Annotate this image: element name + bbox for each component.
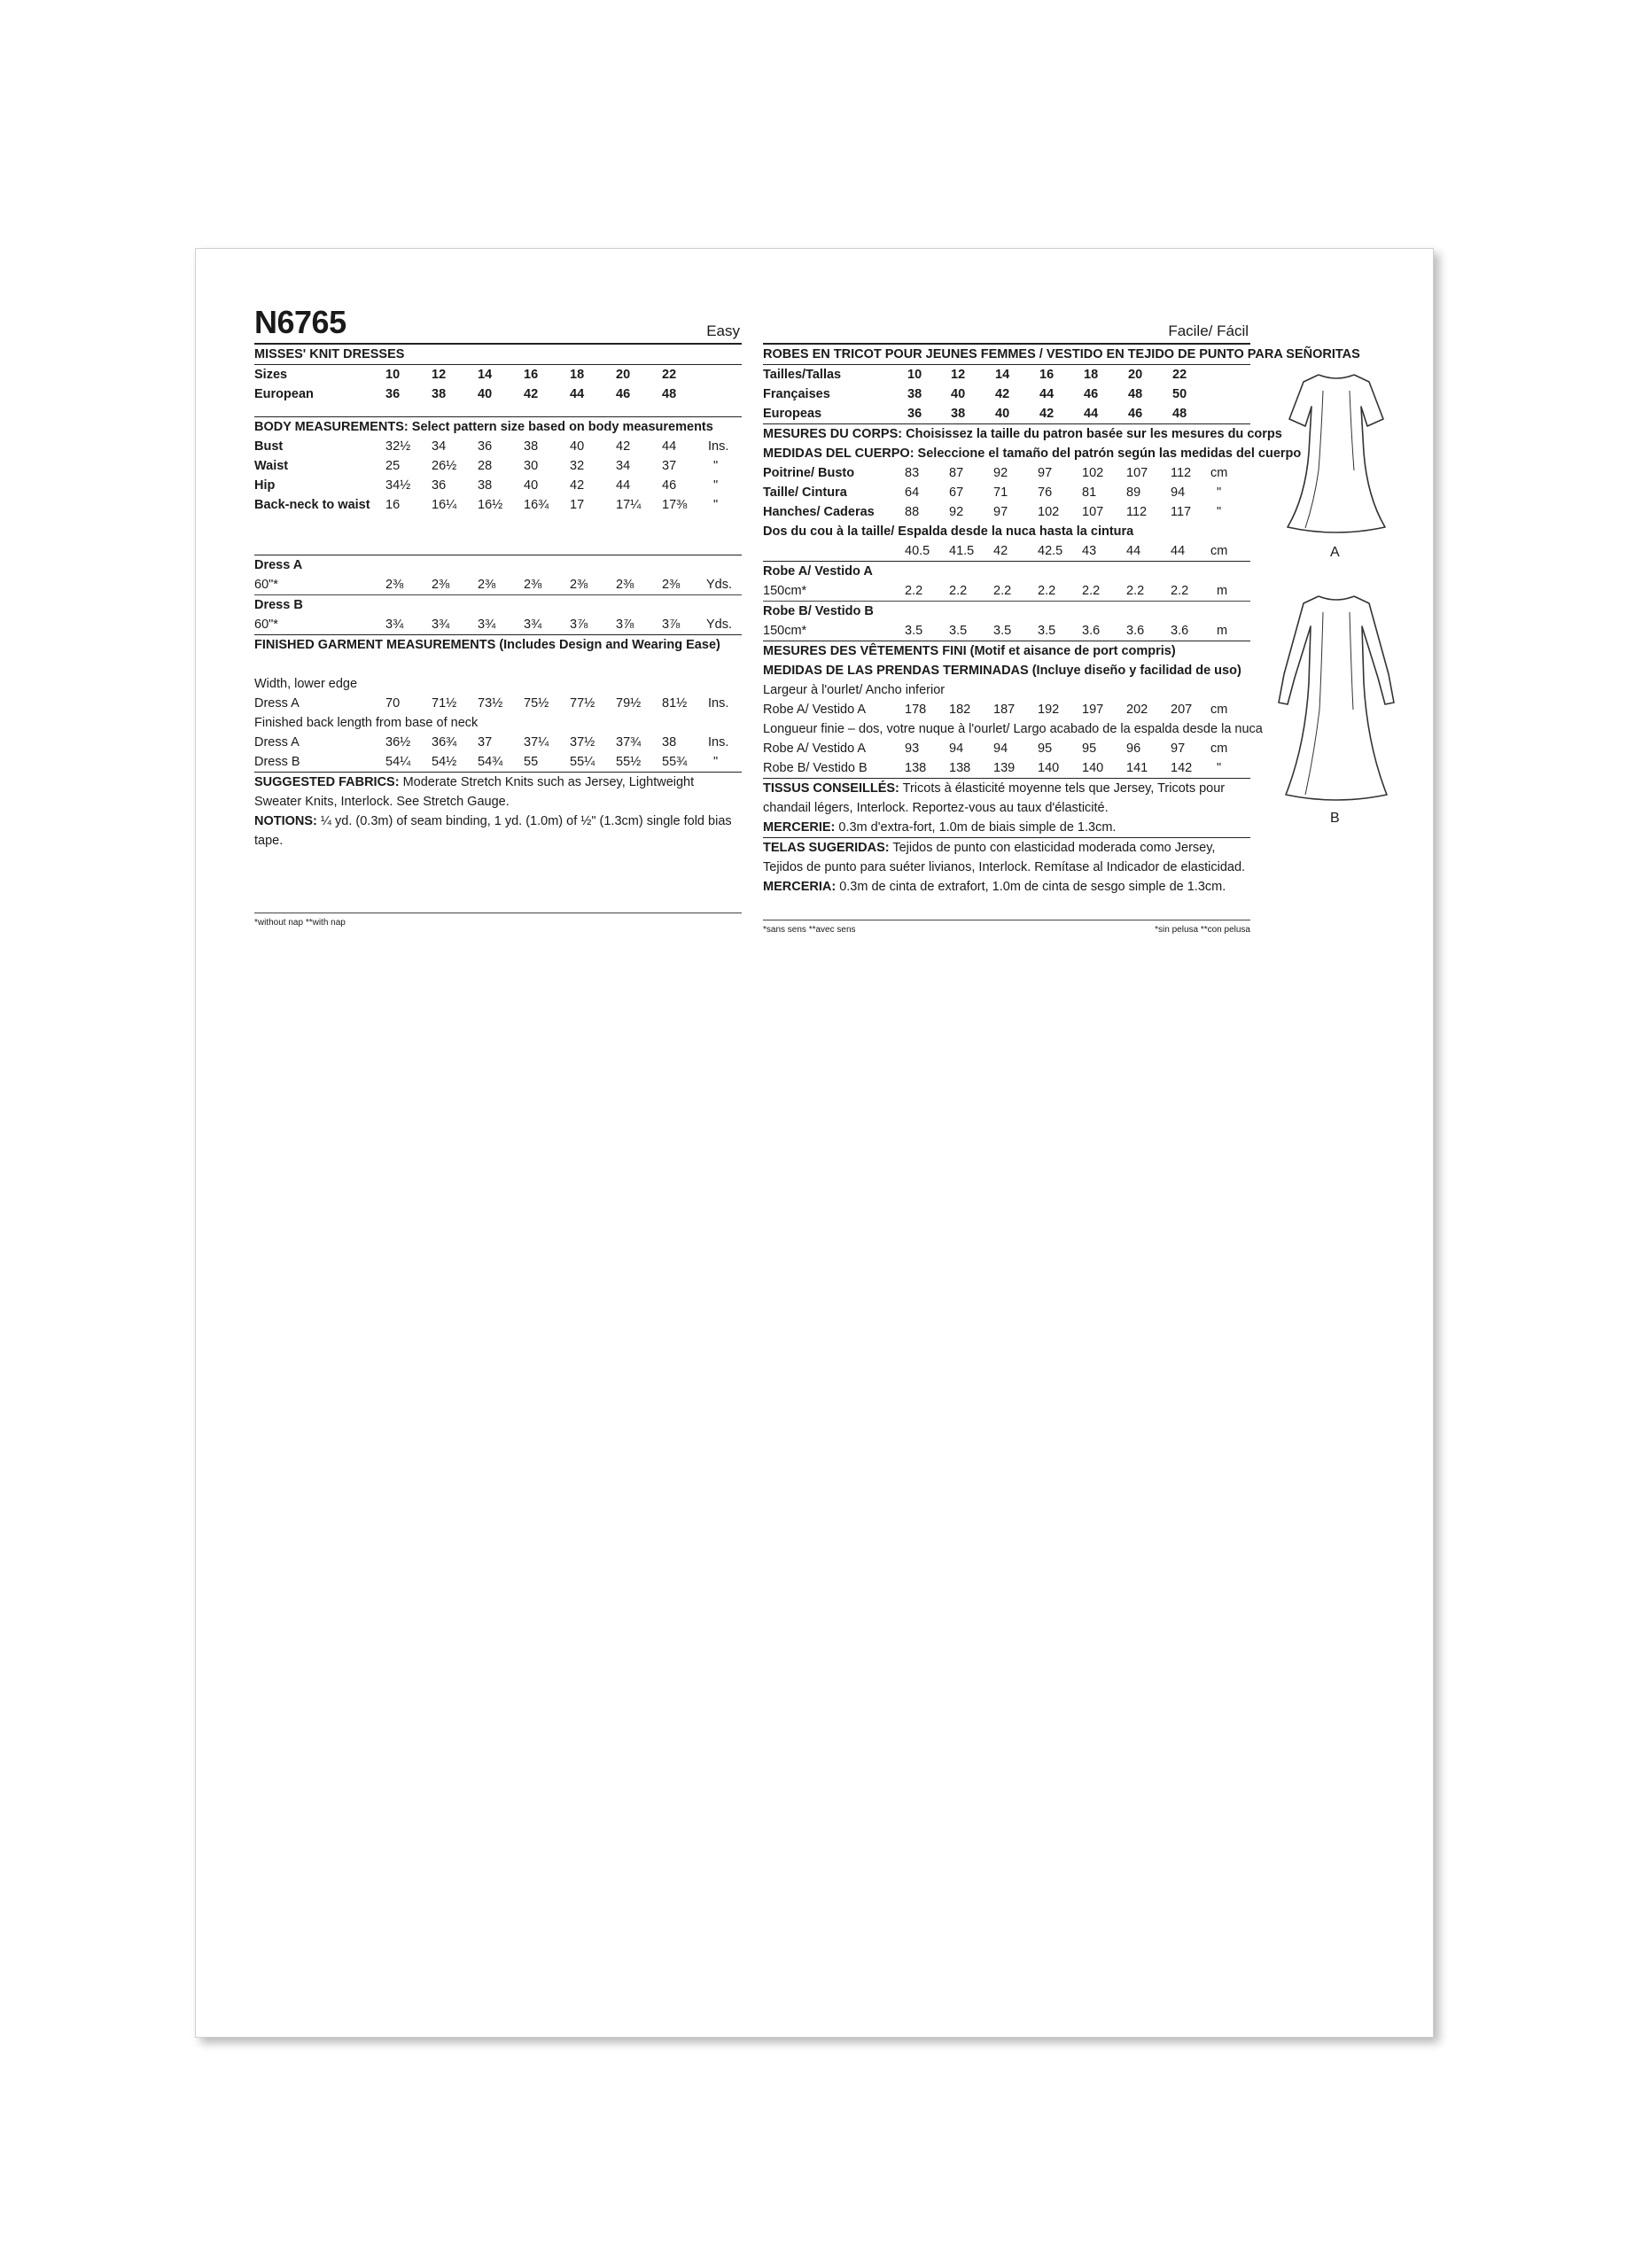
size-cell: 18 xyxy=(570,368,585,382)
finished-heading-es: MEDIDAS DE LAS PRENDAS TERMINADAS (Incluye diseño y facilidad de uso) xyxy=(763,664,1241,678)
cell: 37 xyxy=(662,459,677,473)
cell: 41.5 xyxy=(949,544,975,558)
finished-measurements-heading: FINISHED GARMENT MEASUREMENTS (Includes Design and Wearing Ease) xyxy=(254,638,720,652)
cell: 79½ xyxy=(616,696,642,711)
cell: 34½ xyxy=(385,478,411,493)
merceria xyxy=(763,877,1250,897)
cell: 36½ xyxy=(385,735,411,750)
width-label: Width, lower edge xyxy=(254,677,358,691)
unit: " xyxy=(713,459,719,473)
fabric-width: 150cm* xyxy=(763,624,807,638)
cell: 2⅜ xyxy=(432,578,450,592)
cell: 89 xyxy=(1126,485,1141,500)
cell: 46 xyxy=(1084,387,1099,401)
yardage-row-fr xyxy=(763,621,1250,641)
fabric-width: 60"* xyxy=(254,617,278,632)
cell: 77½ xyxy=(570,696,595,711)
footnote: *without nap **with nap xyxy=(254,918,346,928)
cell: 102 xyxy=(1038,505,1060,519)
european-cell: 48 xyxy=(662,387,677,401)
cell: 3¾ xyxy=(524,617,542,632)
cell: 40 xyxy=(524,478,539,493)
body-row xyxy=(254,476,742,495)
english-column xyxy=(254,302,742,931)
cell: 3.6 xyxy=(1126,624,1145,638)
mercerie-label: MERCERIE: xyxy=(763,820,836,835)
difficulty-label-fr: Facile/ Fácil xyxy=(1168,322,1249,339)
cell: 97 xyxy=(993,505,1008,519)
size-cell: 10 xyxy=(907,368,922,382)
row-label: Dress B xyxy=(254,755,300,769)
size-cell: 14 xyxy=(995,368,1010,382)
mercerie xyxy=(763,818,1250,838)
cell: 81½ xyxy=(662,696,688,711)
cell: 112 xyxy=(1171,466,1192,480)
difficulty-label: Easy xyxy=(706,322,740,339)
cell: 38 xyxy=(524,439,539,454)
body-heading-fr: MESURES DU CORPS: Choisissez la taille du patron basée sur les mesures du corps xyxy=(763,427,1282,441)
fabrics-text: Tejidos de punto con elasticidad moderada como Jersey, Tejidos de punto para suéter livianos, Interlock. Remítase al Indicador de elasticidad. xyxy=(763,841,1246,874)
unit: " xyxy=(1217,761,1222,775)
cell: 54½ xyxy=(432,755,457,769)
cell: 37¼ xyxy=(524,735,549,750)
cell: 112 xyxy=(1126,505,1148,519)
cell: 142 xyxy=(1171,761,1193,775)
fabric-width: 150cm* xyxy=(763,584,807,598)
cell: 16¾ xyxy=(524,498,549,512)
yardage-row-fr xyxy=(763,581,1250,602)
row-label: Taille/ Cintura xyxy=(763,485,847,500)
cell: 55½ xyxy=(616,755,642,769)
cell: 16 xyxy=(385,498,401,512)
size-cell: 20 xyxy=(616,368,631,382)
cell: 83 xyxy=(905,466,920,480)
unit: Ins. xyxy=(708,735,729,750)
length-row xyxy=(254,733,742,752)
unit: " xyxy=(713,478,719,493)
yardage-row xyxy=(254,615,742,635)
cell: 37¾ xyxy=(616,735,642,750)
pattern-number: N6765 xyxy=(254,304,346,340)
cell: 3.6 xyxy=(1171,624,1189,638)
size-cell: 16 xyxy=(524,368,539,382)
cell: 95 xyxy=(1082,742,1097,756)
european-row xyxy=(254,384,742,404)
length-label-fr: Longueur finie – dos, votre nuque à l'ourlet/ Largo acabado de la espalda desde la nuca xyxy=(763,722,1263,736)
cell: 38 xyxy=(951,407,966,421)
row-label: Hip xyxy=(254,478,276,493)
unit: " xyxy=(1217,485,1222,500)
cell: 141 xyxy=(1126,761,1148,775)
cell: 40.5 xyxy=(905,544,930,558)
size-cell: 10 xyxy=(385,368,401,382)
cell: 2.2 xyxy=(1082,584,1101,598)
cell: 38 xyxy=(478,478,493,493)
row-label: Back-neck to waist xyxy=(254,498,370,512)
width-label-fr: Largeur à l'ourlet/ Ancho inferior xyxy=(763,683,946,697)
cell: 3⅞ xyxy=(662,617,681,632)
cell: 34 xyxy=(616,459,631,473)
cell: 3¾ xyxy=(432,617,450,632)
cell: 17 xyxy=(570,498,585,512)
cell: 42 xyxy=(993,544,1008,558)
merceria-label: MERCERIA: xyxy=(763,880,837,894)
cell: 36 xyxy=(432,478,447,493)
fabrics-label: TELAS SUGERIDAS: xyxy=(763,841,890,855)
sizes-label: Tailles/Tallas xyxy=(763,368,842,382)
cell: 55¾ xyxy=(662,755,688,769)
cell: 64 xyxy=(905,485,920,500)
cell: 2⅜ xyxy=(524,578,542,592)
technical-drawings xyxy=(1270,364,1403,826)
size-cell: 12 xyxy=(951,368,966,382)
european-cell: 42 xyxy=(524,387,539,401)
unit: cm xyxy=(1210,742,1228,756)
sizes-row xyxy=(254,365,742,384)
cell: 32 xyxy=(570,459,585,473)
yardage-view-label: Robe A/ Vestido A xyxy=(763,564,873,579)
row-label: Robe A/ Vestido A xyxy=(763,742,867,756)
body-row-fr xyxy=(763,483,1250,502)
row-label: Dress A xyxy=(254,735,300,750)
size-cell: 22 xyxy=(1172,368,1187,382)
cell: 2.2 xyxy=(905,584,923,598)
footer-divider xyxy=(254,850,742,913)
yardage-view-label: Robe B/ Vestido B xyxy=(763,604,874,618)
unit: Yds. xyxy=(706,578,733,592)
cell: 139 xyxy=(993,761,1016,775)
cell: 28 xyxy=(478,459,493,473)
cell: 197 xyxy=(1082,703,1104,717)
size-cell: 20 xyxy=(1128,368,1143,382)
unit: Ins. xyxy=(708,439,729,454)
cell: 117 xyxy=(1171,505,1192,519)
yardage-row xyxy=(254,575,742,595)
cell: 42.5 xyxy=(1038,544,1063,558)
cell: 44 xyxy=(1084,407,1099,421)
cell: 16¼ xyxy=(432,498,457,512)
view-b-label: B xyxy=(1330,811,1340,826)
cell: 40 xyxy=(570,439,585,454)
european-cell: 40 xyxy=(478,387,493,401)
cell: 50 xyxy=(1172,387,1187,401)
cell: 16½ xyxy=(478,498,503,512)
footer-divider xyxy=(763,897,1250,920)
cell: 25 xyxy=(385,459,401,473)
europeas-row xyxy=(763,404,1250,424)
size-cell: 16 xyxy=(1039,368,1055,382)
body-row xyxy=(254,437,742,456)
cell: 40 xyxy=(951,387,966,401)
unit: m xyxy=(1217,584,1228,598)
body-row xyxy=(254,495,742,515)
cell: 94 xyxy=(993,742,1008,756)
cell: 38 xyxy=(662,735,677,750)
cell: 38 xyxy=(907,387,922,401)
cell: 48 xyxy=(1172,407,1187,421)
cell: 75½ xyxy=(524,696,549,711)
dress-b-drawing xyxy=(1270,586,1403,807)
notions xyxy=(254,812,742,850)
cell: 3.6 xyxy=(1082,624,1101,638)
unit: cm xyxy=(1210,466,1228,480)
european-cell: 44 xyxy=(570,387,585,401)
english-header xyxy=(254,302,742,345)
cell: 46 xyxy=(1128,407,1143,421)
fabrics-label: TISSUS CONSEILLÉS: xyxy=(763,781,899,796)
cell: 3.5 xyxy=(1038,624,1056,638)
suggested-fabrics xyxy=(254,773,742,812)
backneck-label: Dos du cou à la taille/ Espalda desde la nuca hasta la cintura xyxy=(763,524,1134,539)
row-label: Robe A/ Vestido A xyxy=(763,703,867,717)
cell: 70 xyxy=(385,696,401,711)
cell: 30 xyxy=(524,459,539,473)
cell: 81 xyxy=(1082,485,1097,500)
cell: 36 xyxy=(907,407,922,421)
notions-label: NOTIONS: xyxy=(254,814,317,828)
yardage-view-label: Dress A xyxy=(254,558,303,572)
cell: 97 xyxy=(1038,466,1053,480)
cell: 138 xyxy=(949,761,971,775)
yardage-view-label: Dress B xyxy=(254,598,303,612)
cell: 3.5 xyxy=(949,624,968,638)
body-row-fr xyxy=(763,502,1250,522)
row-label: Robe B/ Vestido B xyxy=(763,761,868,775)
francaises-row xyxy=(763,384,1250,404)
cell: 54¾ xyxy=(478,755,503,769)
cell: 88 xyxy=(905,505,920,519)
cell: 37½ xyxy=(570,735,595,750)
cell: 17¼ xyxy=(616,498,642,512)
cell: 44 xyxy=(1039,387,1055,401)
cell: 140 xyxy=(1038,761,1060,775)
cell: 42 xyxy=(1039,407,1055,421)
cell: 71½ xyxy=(432,696,457,711)
cell: 178 xyxy=(905,703,927,717)
european-cell: 36 xyxy=(385,387,401,401)
cell: 2.2 xyxy=(949,584,968,598)
width-row-fr xyxy=(763,700,1250,719)
sizes-label: Sizes xyxy=(254,368,288,382)
european-cell: 38 xyxy=(432,387,447,401)
fabric-width: 60"* xyxy=(254,578,278,592)
length-row-fr xyxy=(763,758,1250,779)
cell: 26½ xyxy=(432,459,457,473)
unit: " xyxy=(713,755,719,769)
cell: 94 xyxy=(1171,485,1186,500)
cell: 87 xyxy=(949,466,964,480)
cell: 34 xyxy=(432,439,447,454)
unit: cm xyxy=(1210,703,1228,717)
cell: 44 xyxy=(662,439,677,454)
footnote-es: *sin pelusa **con pelusa xyxy=(1155,925,1250,935)
backneck-row xyxy=(763,541,1250,562)
cell: 54¼ xyxy=(385,755,411,769)
footnotes-fr-es xyxy=(763,920,1250,938)
cell: 140 xyxy=(1082,761,1104,775)
cell: 73½ xyxy=(478,696,503,711)
cell: 3.5 xyxy=(993,624,1012,638)
size-cell: 18 xyxy=(1084,368,1099,382)
cell: 48 xyxy=(1128,387,1143,401)
cell: 107 xyxy=(1082,505,1104,519)
cell: 3⅞ xyxy=(616,617,634,632)
cell: 2.2 xyxy=(1171,584,1189,598)
francaises-label: Françaises xyxy=(763,387,830,401)
cell: 55 xyxy=(524,755,539,769)
spacer xyxy=(254,655,742,674)
width-row xyxy=(254,694,742,713)
cell: 94 xyxy=(949,742,964,756)
notions-text: ¼ yd. (0.3m) of seam binding, 1 yd. (1.0m) of ½" (1.3cm) single fold bias tape. xyxy=(254,814,732,848)
cell: 2.2 xyxy=(1038,584,1056,598)
row-label: Bust xyxy=(254,439,284,454)
fabrics-text: Moderate Stretch Knits such as Jersey, Lightweight Sweater Knits, Interlock. See Stretch Gauge. xyxy=(254,775,695,809)
cell: 3¾ xyxy=(478,617,496,632)
cell: 42 xyxy=(616,439,631,454)
body-row xyxy=(254,456,742,476)
cell: 40 xyxy=(995,407,1010,421)
cell: 2⅜ xyxy=(616,578,634,592)
view-a-label: A xyxy=(1330,545,1340,560)
cell: 46 xyxy=(662,478,677,493)
cell: 44 xyxy=(1171,544,1186,558)
cell: 36¾ xyxy=(432,735,457,750)
pattern-envelope-back xyxy=(195,248,1434,2038)
row-label: Poitrine/ Busto xyxy=(763,466,855,480)
cell: 92 xyxy=(993,466,1008,480)
cell: 2⅜ xyxy=(385,578,404,592)
cell: 187 xyxy=(993,703,1016,717)
cell: 95 xyxy=(1038,742,1053,756)
french-header xyxy=(763,302,1250,345)
cell: 42 xyxy=(995,387,1010,401)
european-label: European xyxy=(254,387,314,401)
dress-a-drawing xyxy=(1270,364,1403,541)
cell: 37 xyxy=(478,735,493,750)
cell: 92 xyxy=(949,505,964,519)
french-spanish-column xyxy=(763,302,1360,938)
cell: 17⅜ xyxy=(662,498,688,512)
english-title: MISSES' KNIT DRESSES xyxy=(254,345,742,365)
cell: 93 xyxy=(905,742,920,756)
length-label: Finished back length from base of neck xyxy=(254,716,479,730)
cell: 71 xyxy=(993,485,1008,500)
divider xyxy=(254,404,742,417)
finished-heading-fr: MESURES DES VÊTEMENTS FINI (Motif et aisance de port compris) xyxy=(763,644,1176,658)
cell: 76 xyxy=(1038,485,1053,500)
cell: 67 xyxy=(949,485,964,500)
cell: 44 xyxy=(616,478,631,493)
cell: 32½ xyxy=(385,439,411,454)
cell: 207 xyxy=(1171,703,1193,717)
europeas-label: Europeas xyxy=(763,407,822,421)
french-title: ROBES EN TRICOT POUR JEUNES FEMMES / VESTIDO EN TEJIDO DE PUNTO PARA SEÑORITAS xyxy=(763,345,1250,365)
length-row xyxy=(254,752,742,773)
cell: 2⅜ xyxy=(662,578,681,592)
cell: 36 xyxy=(478,439,493,454)
body-measurements-heading: BODY MEASUREMENTS: Select pattern size based on body measurements xyxy=(254,420,713,434)
cell: 3¾ xyxy=(385,617,404,632)
cell: 55¼ xyxy=(570,755,595,769)
row-label: Hanches/ Caderas xyxy=(763,505,875,519)
cell: 3⅞ xyxy=(570,617,588,632)
mercerie-text: 0.3m d'extra-fort, 1.0m de biais simple de 1.3cm. xyxy=(835,820,1117,835)
cell: 138 xyxy=(905,761,927,775)
footnote-fr: *sans sens **avec sens xyxy=(763,925,856,935)
size-cell: 22 xyxy=(662,368,677,382)
cell: 2⅜ xyxy=(478,578,496,592)
cell: 43 xyxy=(1082,544,1097,558)
cell: 102 xyxy=(1082,466,1104,480)
cell: 42 xyxy=(570,478,585,493)
cell: 192 xyxy=(1038,703,1060,717)
european-cell: 46 xyxy=(616,387,631,401)
unit: cm xyxy=(1210,544,1228,558)
sizes-row-fr xyxy=(763,365,1250,384)
unit: " xyxy=(713,498,719,512)
row-label: Dress A xyxy=(254,696,300,711)
cell: 182 xyxy=(949,703,971,717)
fabrics-text: Tricots à élasticité moyenne tels que Jersey, Tricots pour chandail légers, Interlock. Reportez-vous au taux d'élasticité. xyxy=(763,781,1226,815)
body-heading-es: MEDIDAS DEL CUERPO: Seleccione el tamaño del patrón según las medidas del cuerpo xyxy=(763,447,1302,461)
merceria-text: 0.3m de cinta de extrafort, 1.0m de cinta de sesgo simple de 1.3cm. xyxy=(836,880,1226,894)
unit: Yds. xyxy=(706,617,733,632)
tissus-conseilles xyxy=(763,779,1250,818)
cell: 97 xyxy=(1171,742,1186,756)
cell: 96 xyxy=(1126,742,1141,756)
cell: 202 xyxy=(1126,703,1148,717)
unit: Ins. xyxy=(708,696,729,711)
fabrics-label: SUGGESTED FABRICS: xyxy=(254,775,400,789)
unit: m xyxy=(1217,624,1228,638)
telas-sugeridas xyxy=(763,838,1250,877)
divider xyxy=(254,515,742,555)
cell: 2.2 xyxy=(993,584,1012,598)
cell: 44 xyxy=(1126,544,1141,558)
size-cell: 12 xyxy=(432,368,447,382)
cell: 107 xyxy=(1126,466,1148,480)
body-row-fr xyxy=(763,463,1250,483)
cell: 2.2 xyxy=(1126,584,1145,598)
cell: 3.5 xyxy=(905,624,923,638)
length-row-fr xyxy=(763,739,1250,758)
row-label: Waist xyxy=(254,459,289,473)
cell: 2⅜ xyxy=(570,578,588,592)
size-cell: 14 xyxy=(478,368,493,382)
unit: " xyxy=(1217,505,1222,519)
